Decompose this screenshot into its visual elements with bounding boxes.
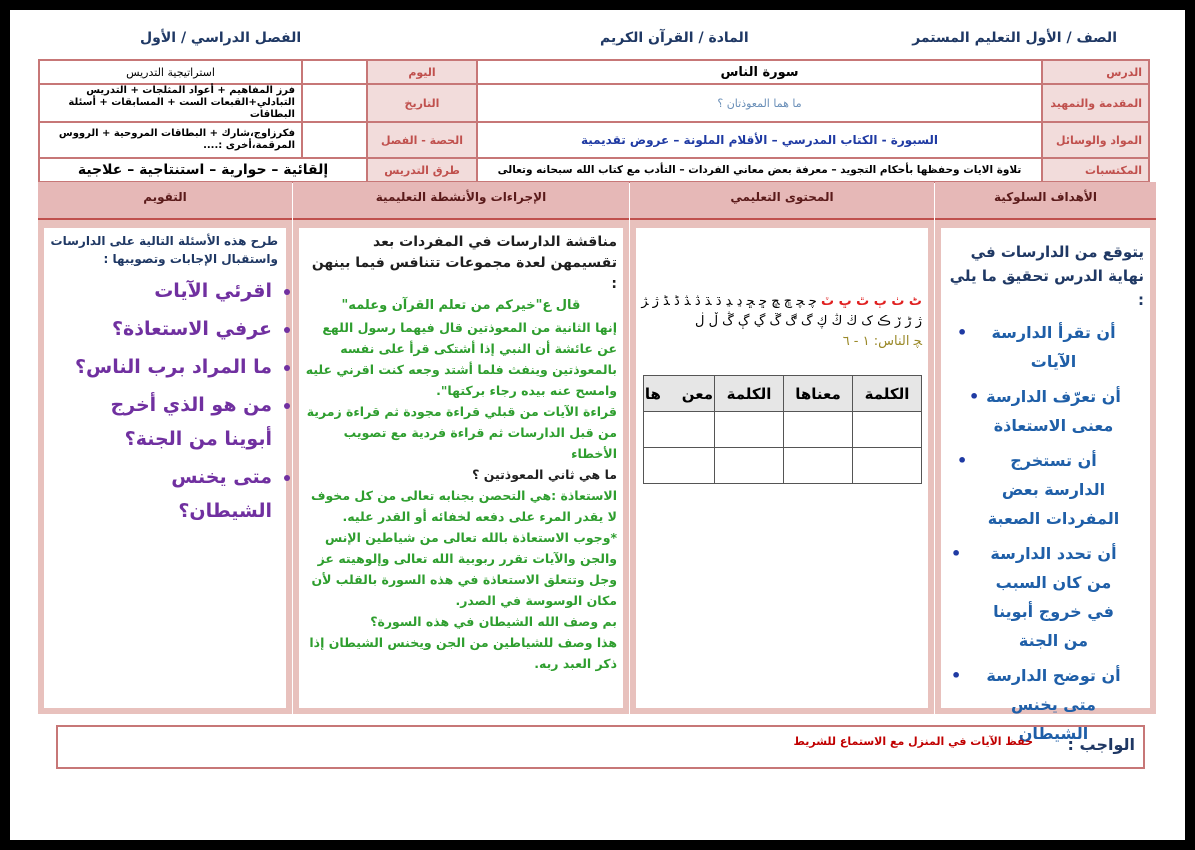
vocab-cell — [784, 412, 853, 448]
goals-panel — [935, 182, 1156, 743]
lesson-label: الدرس — [1042, 60, 1149, 84]
date-value — [302, 84, 367, 122]
evaluation-panel-body — [44, 228, 286, 708]
subject-heading: المادة / القرآن الكريم — [600, 30, 749, 46]
goal-text: أن توضح الدارسة متى يخنس الشيطان — [986, 666, 1121, 743]
activities-panel-body — [299, 228, 623, 708]
evaluation-question: • عرفي الاستعاذة؟ — [72, 312, 272, 346]
homework-box — [56, 725, 1145, 769]
goal-item — [941, 539, 1150, 655]
period-value — [302, 122, 367, 158]
bullet-icon: • — [951, 666, 962, 685]
goal-text: أن تقرأ الدارسة الآيات — [991, 323, 1116, 371]
goals-panel-body — [941, 228, 1150, 743]
goals-intro: يتوقع من الدارسات في نهاية الدرس تحقيق ما يلي : — [949, 243, 1144, 309]
gains-label: المكتسبات — [1042, 158, 1149, 182]
bullet-icon: • — [951, 544, 962, 563]
evaluation-questions — [44, 274, 286, 528]
verse-letters — [642, 292, 922, 352]
strategy-line: التبادلي+القبعات الست + المسابقات + أسئلة البطاقات — [68, 97, 295, 120]
strategy-line: فكرزاوج،شارك + البطاقات المروحية + الرووس — [58, 128, 295, 139]
evaluation-intro: طرح هذه الأسئلة التالية على الدارسات واستقبال الإجابات وتصويبها : — [50, 234, 278, 266]
evaluation-question: • متى يخنس الشيطان؟ — [72, 460, 272, 528]
gains-value: تلاوة الايات وحفظها بأحكام التجويد – معرفة بعض معاني الفردات – التأدب مع كتاب الله سبحانه وتعالى — [477, 158, 1042, 182]
vocab-cell — [853, 412, 922, 448]
tools-value: السبورة - الكتاب المدرسي – الأقلام الملونة – عروض تقديمية — [477, 122, 1042, 158]
goals-list — [941, 318, 1150, 748]
bullet-icon: • — [969, 387, 980, 406]
goals-panel-title: الأهداف السلوكية — [935, 182, 1156, 220]
goal-text: أن تعرّف الدارسة معنى الاستعاذة — [986, 387, 1121, 435]
date-label: التاريخ — [367, 84, 477, 122]
intro-value: ما هما المعوذتان ؟ — [477, 84, 1042, 122]
activity-question: ما هي ثاني المعوذتين ؟ — [472, 467, 617, 482]
vocab-header: الكلمة — [853, 376, 922, 412]
homework-label: الواجب : — [1067, 735, 1135, 754]
activity-paragraph: قراءة الآيات من قبلي قراءة مجودة ثم قراءة زمرية من قبل الدارسات ثم قراءة فردية مع تصويب الأخطاء — [306, 404, 617, 461]
verse-reference: ﭽ الناس: ١ - ٦ — [842, 334, 922, 349]
evaluation-question: • اقرئي الآيات — [72, 274, 272, 308]
vocab-header: معن ها — [643, 376, 714, 412]
strategy-line: فرز المفاهيم + أعواد المثلجات + التدريس — [86, 85, 295, 96]
intro-label: المقدمة والتمهيد — [1042, 84, 1149, 122]
activity-paragraph: *وجوب الاستعاذة بالله تعالى من شياطين الإنس والجن والآيات تقرر ربوبية الله تعالى وإلوهيته عز وجل وتتعلق الاستعاذة في هذه السورة بالقلب لأن مكان الوسوسة في الصدر. — [311, 530, 617, 608]
vocab-cell — [784, 448, 853, 484]
tools-label: المواد والوسائل — [1042, 122, 1149, 158]
vocab-cell — [853, 448, 922, 484]
grade-heading: الصف / الأول التعليم المستمر — [912, 30, 1117, 46]
goal-item — [941, 382, 1150, 440]
goal-text: أن تستخرج الدارسة بعض المفردات الصعبة — [987, 451, 1120, 528]
vocab-cell — [715, 448, 784, 484]
hadith-text: قال ع"خيركم من تعلم القرآن وعلمه" — [341, 298, 581, 313]
day-label: اليوم — [367, 60, 477, 84]
content-panel-title: المحتوى التعليمي — [630, 182, 934, 220]
verse-letters-row1: ﭼ ﭽ ﭾ ﭿ ﮀ ﮁ ﮂ ﮃ ﮄ ﮅ ﮆ ﮇ ﮈ ﮉ ﮊ ﮋ — [641, 294, 817, 309]
vocab-cell — [643, 412, 714, 448]
goal-item — [941, 318, 1150, 376]
bullet-icon: • — [957, 323, 968, 342]
goal-text: أن تحدد الدارسة من كان السبب في خروج أبوينا من الجنة — [990, 544, 1117, 650]
evaluation-panel — [38, 182, 292, 714]
lesson-info-table — [38, 59, 1150, 183]
content-panel-body — [636, 228, 928, 708]
period-label: الحصة - الفصل — [367, 122, 477, 158]
activities-panel-title: الإجراءات والأنشطة التعليمية — [293, 182, 629, 220]
activity-paragraph: الاستعاذة :هي التحصن بجنابه تعالى من كل مخوف لا يقدر المرء على دفعه لخفائه أو القدر عليه. — [310, 488, 617, 524]
evaluation-question: • من هو الذي أخرج أبوينا من الجنة؟ — [72, 388, 272, 456]
activity-question: بم وصف الله الشيطان في هذه السورة؟ — [370, 614, 617, 629]
activity-paragraph: إنها الثانية من المعوذتين قال فيهما رسول اللهع عن عائشة أن النبي إذا أشتكى قرأ على نفسه بالمعوذتين وينفث فلما أشتد وجعه كنت اقرني عليه وامسح عنه بيده رجاء بركتها". — [305, 320, 617, 398]
methods-value: إلقائية – حوارية – استنتاجية – علاجية — [39, 158, 367, 182]
verse-red-letters: ٹ ٺ ٻ ٿ ڀ ٽ — [820, 294, 922, 309]
methods-label: طرق التدريس — [367, 158, 477, 182]
vocab-cell — [715, 412, 784, 448]
semester-heading: الفصل الدراسي / الأول — [140, 30, 302, 46]
strategy-title: استراتيجية التدريس — [39, 60, 302, 84]
evaluation-panel-title: التقويم — [38, 182, 292, 220]
strategy-lines-1 — [39, 84, 302, 122]
activities-panel — [293, 182, 629, 714]
vocab-header: معناها — [784, 376, 853, 412]
activity-paragraph: هذا وصف للشياطين من الجن ويخنس الشيطان إذا ذكر العبد ربه. — [309, 635, 617, 671]
day-value — [302, 60, 367, 84]
activity-intro: مناقشة الدارسات في المفردات بعد تقسيمهن لعدة مجموعات تتنافس فيما بينهن : — [311, 234, 617, 292]
content-panel — [630, 182, 934, 714]
vocab-header: الكلمة — [715, 376, 784, 412]
bullet-icon: • — [957, 451, 968, 470]
goal-item — [941, 446, 1150, 533]
evaluation-question: • ما المراد برب الناس؟ — [72, 350, 272, 384]
strategy-lines-2 — [39, 122, 302, 158]
vocabulary-table — [643, 375, 922, 484]
lesson-value: سورة الناس — [477, 60, 1042, 84]
homework-text: حفظ الآيات في المنزل مع الاستماع للشريط — [793, 735, 1033, 748]
strategy-line: المرقمة،أخرى :.... — [203, 140, 295, 151]
verse-line-1 — [642, 292, 922, 312]
verse-letters-row2: ژ ڑ ڒ ڪ ک ڬ ڭ ڮ گ ڰ ڱ ڲ ڳ ڴ ڵ ڶ — [695, 314, 922, 329]
vocab-cell — [643, 448, 714, 484]
